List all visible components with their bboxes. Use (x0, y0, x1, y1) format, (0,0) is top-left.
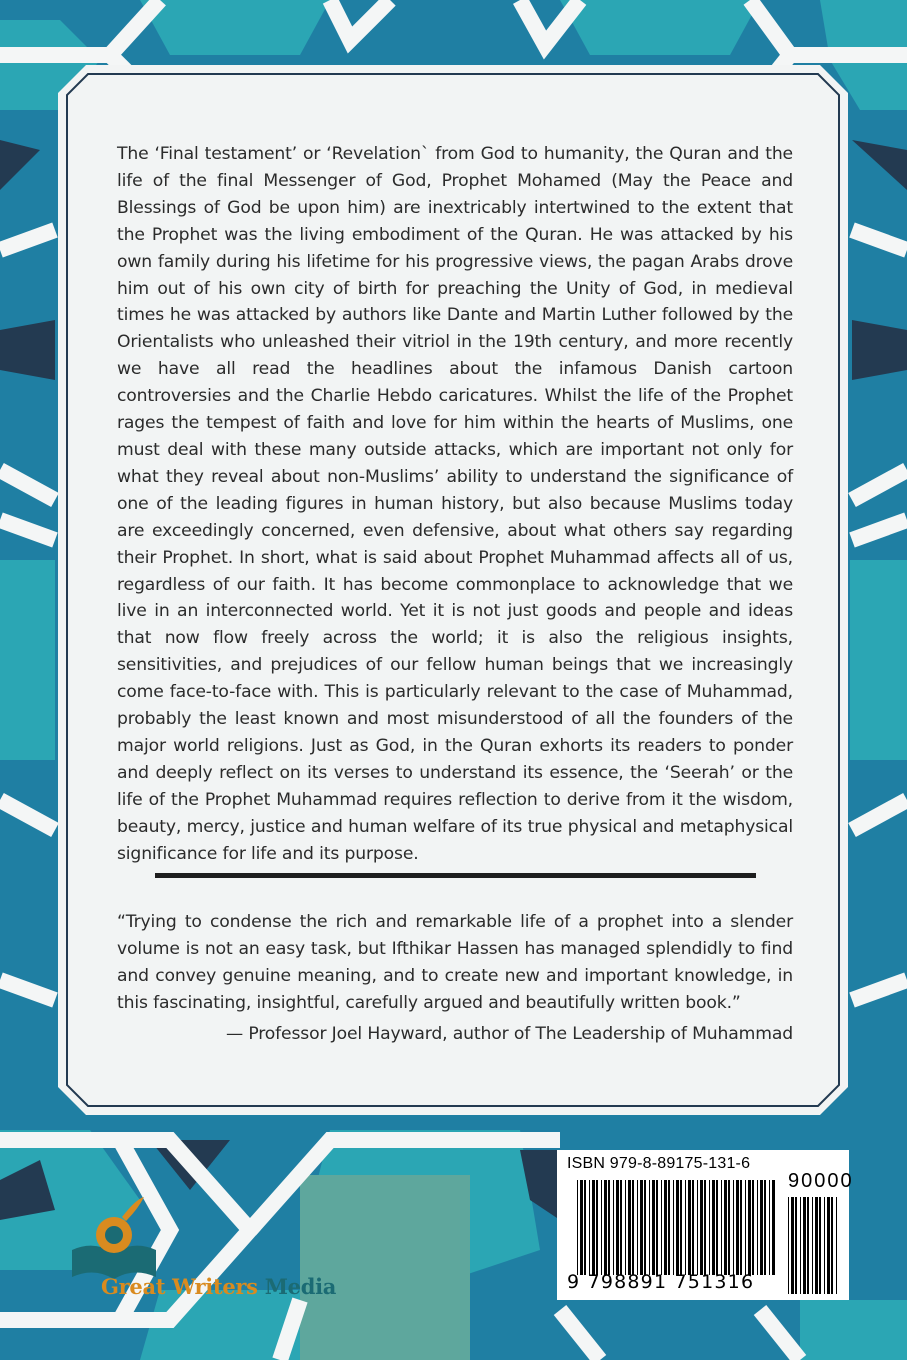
barcode-bar (632, 1180, 634, 1275)
price-barcode (788, 1197, 840, 1294)
barcode-bar (803, 1197, 806, 1294)
barcode-bar (736, 1180, 739, 1275)
barcode-bar (584, 1180, 586, 1275)
barcode-bar (649, 1180, 650, 1275)
price-code: 90000 (788, 1170, 854, 1192)
barcode-bar (580, 1180, 583, 1275)
barcode-bar (596, 1180, 598, 1275)
barcode-digits: 9 798891 751316 (567, 1271, 755, 1293)
barcode-bar (589, 1180, 590, 1275)
barcode-bar (757, 1180, 758, 1275)
barcode-bar (640, 1180, 643, 1275)
endorsement-attribution: — Professor Joel Hayward, author of The Leadership of Muhammad (225, 1024, 793, 1044)
barcode-bar (764, 1180, 766, 1275)
book-description: The ‘Final testament’ or ‘Revelation` from God to humanity, the Quran and the life of the final Messenger of God, Prophet Mohamed (May the Peace and Blessings of God be upon him) are inextricably intertwined to the extent that the Prophet was the living embodiment of the Quran. He was attacked by his own family during his lifetime for his progressive views, the pagan Arabs drove him out of his own city of birth for preaching the Unity of God, in medieval times he was attacked by authors like Dante and Martin Luther followed by the Orientalists who unleashed their vitriol in the 19th century, and more recently we have all read the headlines about the infamous Danish cartoon controversies and the Charlie Hebdo caricatures. Whilst the life of the Prophet rages the tempest of faith and love for him within the hearts of Muslims, one must deal with these many outside attacks, which are important not only for what they reveal about non-Muslims’ ability to understand the significance of one of the leading figures in human history, but also because Muslims today are exceedingly concerned, even defensive, about what others say regarding their Prophet. In short, what is said about Prophet Muhammad affects all of us, regardless of our faith. It has become commonplace to acknowledge that we live in an interconnected world. Yet it is not just goods and people and ideas that now flow freely across the world; it is also the religious insights, sensitivities, and prejudices of our fellow human beings that we increasingly come face-to-face with. This is particularly relevant to the case of Muhammad, probably the least known and most misunderstood of all the founders of the major world religions. Just as God, in the Quran exhorts its readers to ponder and deeply reflect on its verses to understand its essence, the ‘Seerah’ or the life of the Prophet Muhammad requires reflection to derive from it the wisdom, beauty, mercy, justice and human welfare of its true physical and metaphysical significance for life and its purpose. (117, 144, 793, 864)
barcode-bar (795, 1197, 797, 1294)
barcode-bar (601, 1180, 602, 1275)
barcode-bar (724, 1180, 727, 1275)
barcode-bar (664, 1180, 667, 1275)
barcode-bar (824, 1197, 825, 1294)
barcode-bar (788, 1197, 789, 1294)
barcode-bar (815, 1197, 818, 1294)
barcode-bar (616, 1180, 619, 1275)
barcode-bar (592, 1180, 595, 1275)
publisher-name (101, 1274, 336, 1299)
barcode-bar (827, 1197, 830, 1294)
barcode-bar (637, 1180, 638, 1275)
publisher-name-part1: Great Writers (101, 1274, 258, 1299)
publisher-name-part2: Media (264, 1274, 337, 1299)
barcode-bar (721, 1180, 722, 1275)
barcode-bar (656, 1180, 658, 1275)
barcode-bar (676, 1180, 679, 1275)
barcode-bar (748, 1180, 751, 1275)
barcode-bar (709, 1180, 710, 1275)
barcode-bar (712, 1180, 715, 1275)
barcode-bar (688, 1180, 691, 1275)
barcode-bar (807, 1197, 809, 1294)
barcode-bar (836, 1197, 837, 1294)
barcode-bar (752, 1180, 754, 1275)
isbn-barcode (577, 1180, 777, 1275)
barcode-bar (700, 1180, 703, 1275)
barcode-box (557, 1150, 854, 1300)
barcode-bar (613, 1180, 614, 1275)
barcode-bar (728, 1180, 730, 1275)
barcode-bar (673, 1180, 674, 1275)
barcode-bar (625, 1180, 626, 1275)
barcode-bar (704, 1180, 706, 1275)
barcode-bar (819, 1197, 821, 1294)
isbn-label: ISBN 979-8-89175-131-6 (567, 1155, 751, 1172)
barcode-bar (692, 1180, 694, 1275)
barcode-bar (680, 1180, 682, 1275)
barcode-bar (800, 1197, 801, 1294)
barcode-bar (831, 1197, 833, 1294)
barcode-bar (791, 1197, 794, 1294)
barcode-bar (740, 1180, 742, 1275)
barcode-bar (652, 1180, 655, 1275)
barcode-bar (644, 1180, 646, 1275)
barcode-bar (604, 1180, 607, 1275)
barcode-bar (733, 1180, 734, 1275)
barcode-bar (608, 1180, 610, 1275)
section-divider (155, 873, 756, 878)
barcode-bar (668, 1180, 670, 1275)
barcode-bar (628, 1180, 631, 1275)
barcode-bar (685, 1180, 686, 1275)
publisher-logo-icon (64, 1195, 164, 1285)
barcode-bar (661, 1180, 662, 1275)
barcode-bar (716, 1180, 718, 1275)
barcode-bar (620, 1180, 622, 1275)
barcode-bar (812, 1197, 813, 1294)
barcode-bar (769, 1180, 770, 1275)
barcode-bar (697, 1180, 698, 1275)
barcode-bar (760, 1180, 763, 1275)
endorsement-quote: “Trying to condense the rich and remarkable life of a prophet into a slender volume is not an easy task, but Ifthikar Hassen has managed splendidly to find and convey genuine meaning, and to create new and important knowledge, in this fascinating, insightful, carefully argued and beautifully written book.” (117, 912, 793, 1013)
barcode-bar (577, 1180, 578, 1275)
barcode-bar (745, 1180, 746, 1275)
barcode-bar (772, 1180, 775, 1275)
